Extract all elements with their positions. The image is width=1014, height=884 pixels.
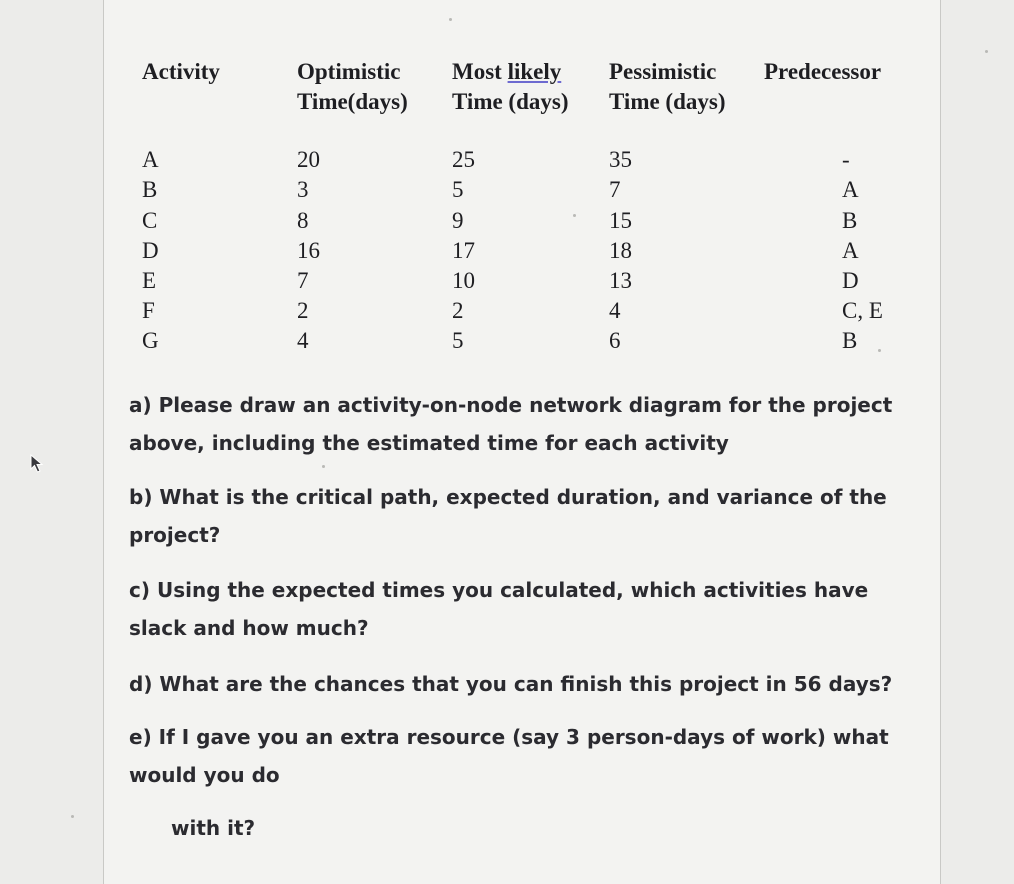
dust-speck (985, 50, 988, 53)
cell-optimistic: 7 (297, 268, 309, 293)
mouse-pointer-icon (30, 454, 46, 479)
cell-activity: E (142, 268, 157, 293)
cell-activity: G (142, 328, 159, 353)
question-e-continued: with it? (171, 816, 256, 840)
cell-most-likely: 5 (452, 177, 464, 202)
header-optimistic: Optimistic (297, 59, 401, 84)
cell-most-likely: 5 (452, 328, 464, 353)
cell-activity: A (142, 147, 159, 172)
header-most-likely-unit: Time (days) (452, 89, 569, 114)
header-most-likely-a: Most (452, 59, 508, 84)
cell-predecessor: A (842, 238, 859, 263)
cell-pessimistic: 13 (609, 268, 632, 293)
cell-predecessor: B (842, 208, 858, 233)
cell-optimistic: 4 (297, 328, 309, 353)
header-optimistic-unit: Time(days) (297, 89, 408, 114)
cell-predecessor: D (842, 268, 859, 293)
cell-most-likely: 17 (452, 238, 475, 263)
cell-pessimistic: 6 (609, 328, 621, 353)
cell-predecessor: C, E (842, 298, 883, 323)
cell-optimistic: 3 (297, 177, 309, 202)
question-b: b) What is the critical path, expected duration, and variance of the project? (129, 485, 887, 547)
header-predecessor: Predecessor (764, 59, 882, 84)
cell-pessimistic: 15 (609, 208, 632, 233)
dust-speck (449, 18, 452, 21)
cell-pessimistic: 35 (609, 147, 632, 172)
cell-most-likely: 10 (452, 268, 475, 293)
cell-pessimistic: 18 (609, 238, 632, 263)
dust-speck (878, 349, 881, 352)
header-most-likely (452, 57, 561, 87)
cell-most-likely: 9 (452, 208, 464, 233)
cell-pessimistic: 7 (609, 177, 621, 202)
cell-pessimistic: 4 (609, 298, 621, 323)
cell-activity: C (142, 208, 158, 233)
header-pessimistic-unit: Time (days) (609, 89, 726, 114)
question-d: d) What are the chances that you can finish this project in 56 days? (129, 672, 893, 696)
cell-activity: B (142, 177, 158, 202)
dust-speck (71, 815, 74, 818)
cell-optimistic: 16 (297, 238, 320, 263)
cell-predecessor: - (842, 147, 850, 172)
cell-predecessor: A (842, 177, 859, 202)
cell-most-likely: 25 (452, 147, 475, 172)
cell-activity: D (142, 238, 159, 263)
header-pessimistic: Pessimistic (609, 59, 717, 84)
cell-optimistic: 20 (297, 147, 320, 172)
cell-activity: F (142, 298, 155, 323)
dust-speck (322, 465, 325, 468)
question-a: a) Please draw an activity-on-node network diagram for the project above, including the estimated time for each activity (129, 393, 893, 455)
cell-predecessor: B (842, 328, 858, 353)
cell-most-likely: 2 (452, 298, 464, 323)
dust-speck (573, 214, 576, 217)
question-e: e) If I gave you an extra resource (say 3 person-days of work) what would you do (129, 725, 889, 787)
header-most-likely-b: likely (507, 59, 562, 84)
question-c: c) Using the expected times you calculated, which activities have slack and how much? (129, 578, 869, 640)
header-activity: Activity (142, 59, 220, 84)
cell-optimistic: 8 (297, 208, 309, 233)
cell-optimistic: 2 (297, 298, 309, 323)
